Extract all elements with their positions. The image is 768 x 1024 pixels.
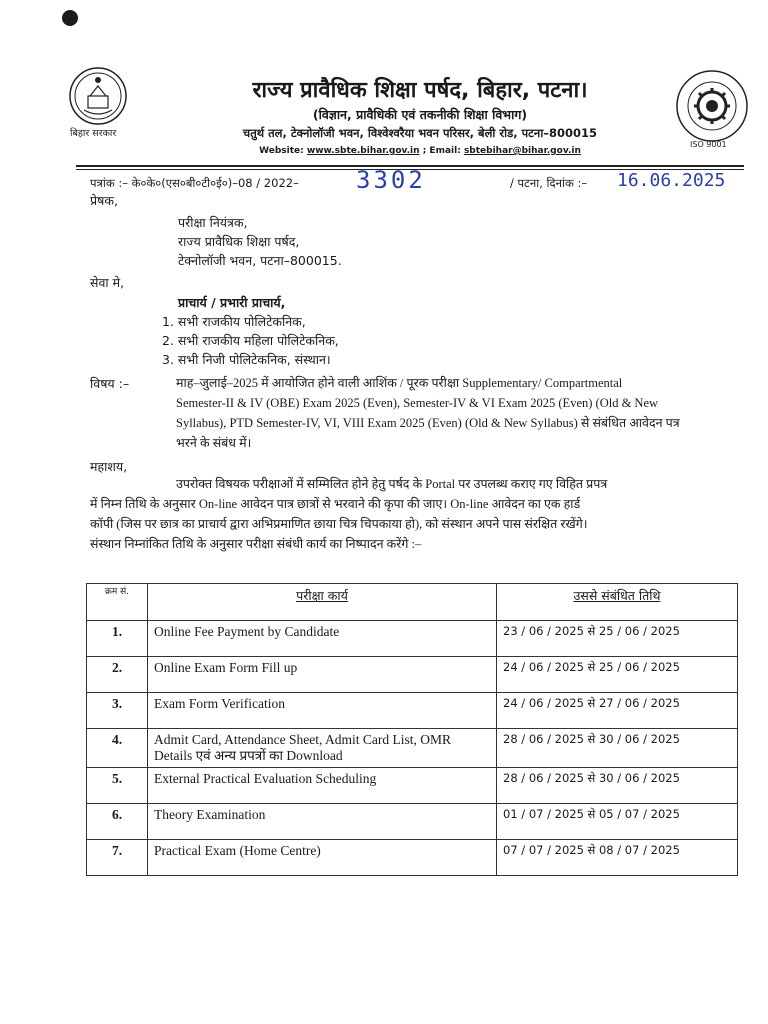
row-serial: 7. [87,840,148,876]
row-date: 23 / 06 / 2025 से 25 / 06 / 2025 [497,621,738,657]
subject-label: विषय :– [90,376,130,391]
website-link[interactable]: www.sbte.bihar.gov.in [306,146,420,156]
body-line: उपरोक्त विषयक परीक्षाओं में सम्मिलित होने हेतु पर्षद के Portal पर उपलब्ध कराए गए विहित प्रपत्र [176,477,608,491]
sender-line: परीक्षा नियंत्रक, [178,215,248,230]
row-task: External Practical Evaluation Scheduling [148,768,497,804]
body-line: कॉपी (जिस पर छात्र का प्राचार्य द्वारा अभिप्रमाणित छाया चित्र चिपकाया हो), को संस्थान अपने पास संरक्षित रखेंगे। [90,517,588,531]
row-date: 28 / 06 / 2025 से 30 / 06 / 2025 [497,768,738,804]
row-serial: 3. [87,693,148,729]
sender-label: प्रेषक, [90,193,118,208]
row-task: Online Fee Payment by Candidate [148,621,497,657]
table-row [87,768,738,804]
org-address: चतुर्थ तल, टेक्नोलॉजी भवन, विश्वेश्वरैया भवन परिसर, बेली रोड, पटना–800015 [242,126,598,140]
row-task: Online Exam Form Fill up [148,657,497,693]
table-header-row [87,584,738,621]
iso-label: ISO 9001 [690,140,727,149]
table-row [87,729,738,768]
body-text [90,474,736,554]
table-row [87,657,738,693]
recipient-item: 2. सभी राजकीय महिला पोलिटेकनिक, [162,333,339,348]
schedule-table [86,583,738,876]
table-row [87,621,738,657]
punch-hole [62,10,78,26]
table-row [87,693,738,729]
date-value: 16.06.2025 [617,170,726,191]
subject-text [176,373,736,453]
date-label: / पटना, दिनांक :– [510,176,588,190]
bihar-emblem-icon [68,66,128,126]
recipient-item: 1. सभी राजकीय पोलिटेकनिक, [162,314,306,329]
row-task: Admit Card, Attendance Sheet, Admit Card List, OMR Details एवं अन्य प्रपत्रों का Download [148,729,497,768]
recipient-label: सेवा मे, [90,275,125,290]
sender-line: राज्य प्रावैधिक शिक्षा पर्षद, [178,234,300,249]
row-serial: 4. [87,729,148,768]
reference-label: पत्रांक :– के०के०(एस०बी०टी०ई०)–08 / 2022– [90,176,299,190]
row-task: Theory Examination [148,804,497,840]
recipient-title: प्राचार्य / प्रभारी प्राचार्य, [178,295,286,310]
recipient-item: 3. सभी निजी पोलिटेकनिक, संस्थान। [162,352,331,367]
table-row [87,840,738,876]
body-line: में निम्न तिथि के अनुसार On-line आवेदन पात्र छात्रों से भरवाने की कृपा की जाए। On-line आवेदन का एक हार्ड [90,497,581,511]
row-serial: 2. [87,657,148,693]
row-task: Exam Form Verification [148,693,497,729]
row-date: 07 / 07 / 2025 से 08 / 07 / 2025 [497,840,738,876]
body-line: संस्थान निम्नांकित तिथि के अनुसार परीक्षा संबंधी कार्य का निष्पादन करेंगे :– [90,537,422,551]
row-date: 24 / 06 / 2025 से 25 / 06 / 2025 [497,657,738,693]
org-title: राज्य प्रावैधिक शिक्षा पर्षद, बिहार, पटना। [252,78,588,103]
subject-line: माह–जुलाई–2025 में आयोजित होने वाली आशिंक / पूरक परीक्षा Supplementary/ Compartmental [176,376,623,390]
row-date: 01 / 07 / 2025 से 05 / 07 / 2025 [497,804,738,840]
emblem-caption: बिहार सरकार [70,128,117,139]
row-serial: 6. [87,804,148,840]
email-link[interactable]: sbtebihar@bihar.gov.in [463,146,581,156]
website-label: Website: [259,146,304,156]
row-serial: 1. [87,621,148,657]
row-date: 28 / 06 / 2025 से 30 / 06 / 2025 [497,729,738,768]
email-label: ; Email: [422,146,461,156]
row-serial: 5. [87,768,148,804]
salutation: महाशय, [90,459,128,474]
org-department: (विज्ञान, प्रावैधिकी एवं तकनीकी शिक्षा विभाग) [312,107,528,122]
reference-number: 3302 [356,166,426,194]
sender-line: टेक्नोलॉजी भवन, पटना–800015. [178,253,342,268]
subject-line: Semester-II & IV (OBE) Exam 2025 (Even), Semester-IV & VI Exam 2025 (Even) (Old & New [176,396,659,410]
subject-line: भरने के संबंध में। [176,436,252,450]
org-contact [150,146,690,156]
subject-line: Syllabus), PTD Semester-IV, VI, VIII Exam 2025 (Even) (Old & New Syllabus) से संबंधित आवेदन पत्र [176,416,680,430]
row-date: 24 / 06 / 2025 से 27 / 06 / 2025 [497,693,738,729]
header-serial: क्रम सं. [87,584,148,621]
header-date: उससे संबंधित तिथि [497,584,738,621]
row-task: Practical Exam (Home Centre) [148,840,497,876]
table-row [87,804,738,840]
board-seal-icon [675,69,749,143]
header-task: परीक्षा कार्य [148,584,497,621]
